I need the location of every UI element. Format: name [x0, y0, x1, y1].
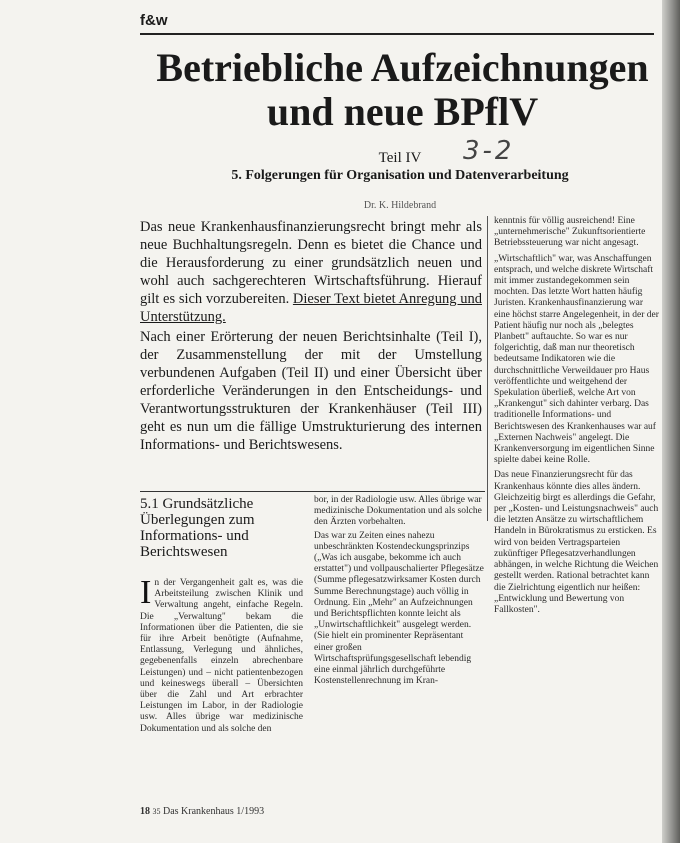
right-column — [494, 216, 661, 620]
intro-paragraph-2: Nach einer Erörterung der neuen Berichtsinhalte (Teil I), der Zusammenstellung der mit der Umstellung verbundenen Aufgaben (Teil II) und einer Übersicht über erforderliche Veränderungen in den Entscheidungs- und Verantwortungsstrukturen der Krankenhäuser (Teil III) geht es nun um die fällige Umstrukturierung des internen Informations- und Berichtswesens. — [140, 329, 482, 453]
article-subtitle: 5. Folgerungen für Organisation und Datenverarbeitung — [231, 168, 569, 183]
right-column-paragraph-2: „Wirtschaftlich" war, was Anschaffungen entsprach, und welche diskrete Wirtschaft mit immer zustandegekommen sein mochten. Das letzte Wort hatten häufig Juristen. Krankenhausfinanzierung war eine höchst starre Angelegenheit, in der der Patient häufig nur noch als „belegtes Planbett" auftauchte. So war es nur folgerichtig, daß man nur theoretisch bedeutsame Indikatoren wie die durchschnittliche Verweildauer pro Haus veröffentlichte und weitgehend der Spekulation überließ, welche Art von „Krankengut" sich dahinter verbarg. Das traditionelle Informations- und Berichtswesen des Krankenhauses war auf „Externen Nachweis" angelegt. Die Krankenversorgung im eigentlichen Sinne spielte dabei keine Rolle. — [494, 253, 659, 466]
column-divider — [487, 216, 488, 521]
right-column-paragraph-1: kenntnis für völlig ausreichend! Eine „unternehmerische" Zukunftsorientierte Betriebssteuerung war nicht angesagt. — [494, 216, 646, 249]
section-column-1 — [140, 574, 303, 735]
intro-paragraph-1-text: Das neue Krankenhausfinanzierungsrecht bringt mehr als neue Buchhaltungsregeln. Denn es bietet die Chance und die Herausforderung zu einer grundsätzlich neuen und wohl auch sachgerechteren Wirtschaftsführung. Hierauf gilt es sich vorzubereiten. — [140, 219, 482, 307]
section-column-2-paragraph-1: bor, in der Radiologie usw. Alles übrige war medizinische Dokumentation und als solche den Ärzten vorbehalten. — [314, 495, 482, 528]
page-footer — [140, 806, 264, 817]
article-title — [140, 46, 665, 134]
drop-cap: I — [140, 574, 152, 611]
header-rule — [140, 33, 654, 35]
journal-logo: f&w — [140, 12, 168, 29]
right-column-paragraph-3: Das neue Finanzierungsrecht für das Krankenhaus könnte dies alles ändern. Gleichzeitig birgt es allerdings die Gefahr, per „Kosten- und Leistungsnachweis" auch die letzten Ansätze zu wirtschaftlichem Handeln in Bürokratismus zu ersticken. Es wird von beiden Vertragsparteien zukünftiger Pflegesatzverhandlungen abhängen, in welche Richtung die Weichen gestellt werden. Rational betrachtet kann die Zielrichtung eigentlich nur heißen: „Entwicklung und Bewertung von Fallkosten". — [494, 470, 659, 615]
section-heading: 5.1 Grundsätzliche Überlegungen zum Informations- und Berichtswesen — [140, 496, 255, 560]
intro-paragraph-1 — [140, 218, 482, 326]
title-line-1: Betriebliche Aufzeichnungen — [156, 45, 649, 90]
scan-edge-shadow — [662, 0, 680, 843]
handwritten-note: 3-2 — [463, 136, 515, 166]
journal-name: Das Krankenhaus 1/1993 — [163, 806, 265, 817]
article-part: Teil IV — [378, 150, 422, 166]
section-rule — [140, 491, 485, 492]
section-column-2 — [314, 495, 484, 689]
intro-underlined-sentence: Dieser Text bietet Anregung und Unterstützung. — [140, 291, 482, 325]
section-column-2-paragraph-2: Das war zu Zeiten eines nahezu unbeschränkten Kostendeckungsprinzips („Was ich ausgabe, bekomme ich auch erstattet") und vollpauschalierter Pflegesätze (Summe pflegesatzwirksamer Kosten durch Summe Berechnungstage) auch völlig in Ordnung. Ein „Mehr" an Aufzeichnungen und Berichtspflichten konnte leicht als „Unwirtschaftlichkeit" ausgelegt werden. (Sie hielt ein prominenter Repräsentant einer großen Wirtschaftsprüfungsgesellschaft lebendig eine einmal jährlich durchgeführte Kostenstellenrechnung im Kran- — [314, 530, 484, 687]
handwritten-page-number: 35 — [152, 807, 161, 816]
title-line-2: und neue BPflV — [266, 89, 539, 134]
page-number: 18 — [140, 806, 150, 817]
article-author: Dr. K. Hildebrand — [363, 200, 437, 211]
section-column-1-text: n der Vergangenheit galt es, was die Arbeitsteilung zwischen Klinik und Verwaltung angeht, einfache Regeln. Die „Verwaltung" bekam die Informationen über die Patienten, die sie für ihre Arbeit benötigte (Aufnahme, Entlassung, Verlegung und ähnliches, gegebenenfalls einzeln abrechenbare Leistungen) und – nicht patientenbezogen und keineswegs überall – Übersichten über die Zahl und Art erbrachter Leistungen im Labor, in der Radiologie usw. Alles übrige war medizinische Dokumentation und als solche den — [140, 578, 303, 734]
intro-text — [140, 218, 482, 456]
